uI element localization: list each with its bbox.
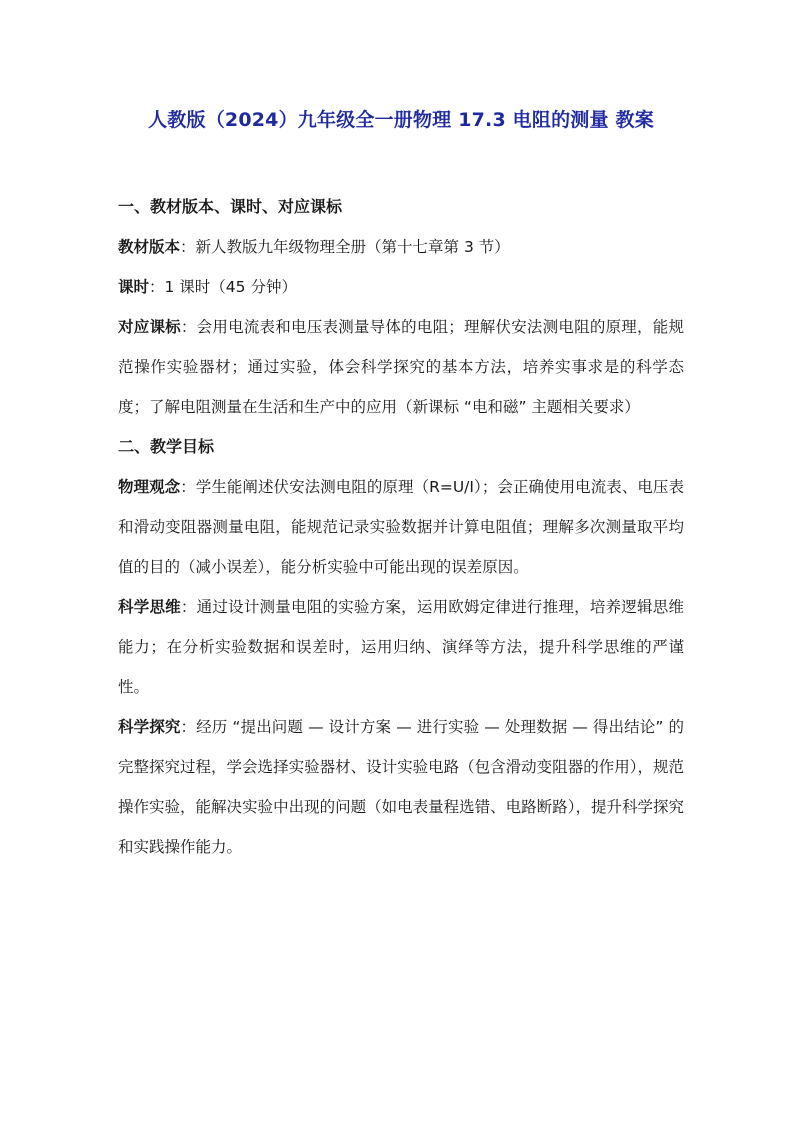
scientific-inquiry-paragraph [118,707,684,867]
textbook-version-text: ：新人教版九年级物理全册（第十七章第 3 节） [180,238,510,256]
curriculum-standard-paragraph [118,307,684,427]
physics-concept-text: ：学生能阐述伏安法测电阻的原理（R=U/I）；会正确使用电流表、电压表和滑动变阻器测量电阻，能规范记录实验数据并计算电阻值；理解多次测量取平均值的目的（减小误差），能分析实验中可能出现的误差原因。 [118,478,684,576]
scientific-inquiry-text: ：经历 “提出问题 — 设计方案 — 进行实验 — 处理数据 — 得出结论” 的完整探究过程，学会选择实验器材、设计实验电路（包含滑动变阻器的作用），规范操作实验，能解决实验中出现的问题（如电表量程选错、电路断路），提升科学探究和实践操作能力。 [118,718,684,856]
physics-concept-paragraph [118,467,684,587]
section-1-heading: 一、教材版本、课时、对应课标 [118,197,343,216]
curriculum-standard-text: ：会用电流表和电压表测量导体的电阻；理解伏安法测电阻的原理，能规范操作实验器材；通过实验，体会科学探究的基本方法，培养实事求是的科学态度；了解电阻测量在生活和生产中的应用（新课标 “电和磁” 主题相关要求） [118,318,684,416]
scientific-thinking-paragraph [118,587,684,707]
document-title: 人教版（2024）九年级全一册物理 17.3 电阻的测量 教案 [148,109,654,131]
curriculum-standard-label: 对应课标 [118,318,181,336]
physics-concept-label: 物理观念 [118,478,181,496]
class-period-text: ：1 课时（45 分钟） [149,278,297,296]
scientific-thinking-label: 科学思维 [118,598,181,616]
textbook-version-label: 教材版本 [118,238,181,256]
scientific-thinking-text: ：通过设计测量电阻的实验方案，运用欧姆定律进行推理，培养逻辑思维能力；在分析实验数据和误差时，运用归纳、演绎等方法，提升科学思维的严谨性。 [118,598,684,696]
section-2-heading: 二、教学目标 [118,437,215,456]
scientific-inquiry-label: 科学探究 [118,718,181,736]
class-period-label: 课时 [118,278,150,296]
title-spacer [118,140,684,187]
class-period-paragraph [118,267,684,307]
textbook-version-paragraph [118,227,684,267]
